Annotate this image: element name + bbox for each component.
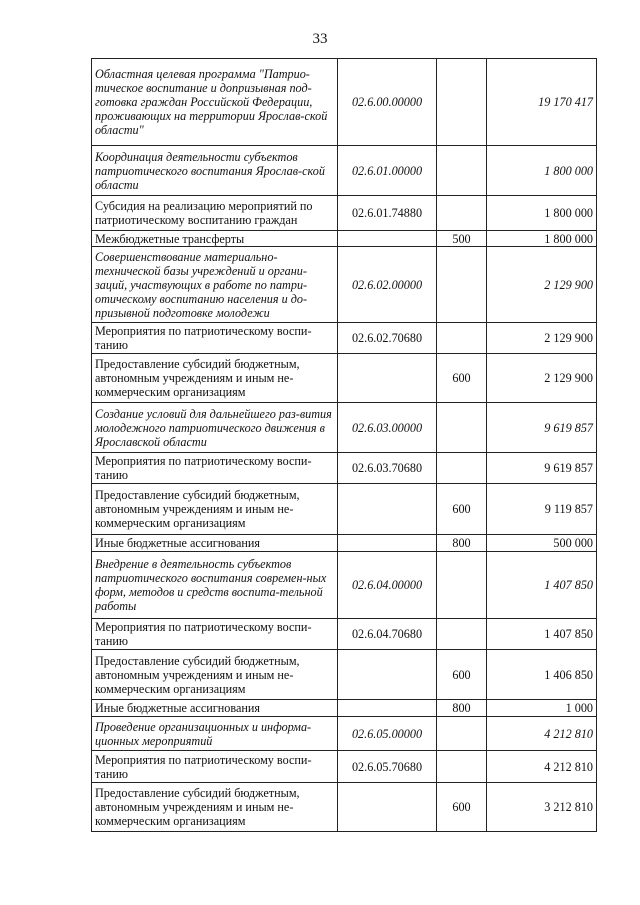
row-sum: 3 212 810 (487, 783, 597, 832)
row-name: Мероприятия по патриотическому воспи-танию (92, 751, 338, 783)
row-name: Внедрение в деятельность субъектов патриотического воспитания современ-ных форм, методов и средств воспита-тельной работы (92, 552, 338, 619)
table-row (92, 59, 597, 146)
row-sum: 1 800 000 (487, 146, 597, 196)
row-sum: 2 129 900 (487, 323, 597, 354)
row-code: 02.6.04.70680 (338, 619, 437, 650)
row-name: Мероприятия по патриотическому воспи-танию (92, 619, 338, 650)
row-name: Предоставление субсидий бюджетным, автономным учреждениям и иным не-коммерческим организациям (92, 650, 338, 700)
row-name: Иные бюджетные ассигнования (92, 535, 338, 552)
row-name: Мероприятия по патриотическому воспи-танию (92, 323, 338, 354)
row-code: 02.6.01.74880 (338, 196, 437, 231)
table-row (92, 453, 597, 484)
row-name: Предоставление субсидий бюджетным, автономным учреждениям и иным не-коммерческим организациям (92, 783, 338, 832)
page-number: 33 (312, 31, 328, 47)
row-sum: 9 619 857 (487, 403, 597, 453)
table-row (92, 196, 597, 231)
row-expense-type: 600 (437, 650, 487, 700)
row-expense-type (437, 403, 487, 453)
row-sum: 1 000 (487, 700, 597, 717)
row-code (338, 650, 437, 700)
row-code: 02.6.01.00000 (338, 146, 437, 196)
row-name: Предоставление субсидий бюджетным, автономным учреждениям и иным не-коммерческим организациям (92, 354, 338, 403)
row-code (338, 231, 437, 247)
row-expense-type (437, 146, 487, 196)
row-sum: 19 170 417 (487, 59, 597, 146)
row-code: 02.6.02.00000 (338, 247, 437, 323)
row-expense-type (437, 247, 487, 323)
row-expense-type (437, 196, 487, 231)
row-name: Предоставление субсидий бюджетным, автономным учреждениям и иным не-коммерческим организациям (92, 484, 338, 535)
table-row (92, 700, 597, 717)
row-name: Субсидия на реализацию мероприятий по патриотическому воспитанию граждан (92, 196, 338, 231)
row-expense-type: 600 (437, 354, 487, 403)
row-expense-type (437, 323, 487, 354)
table-row (92, 619, 597, 650)
row-code (338, 484, 437, 535)
table-row (92, 323, 597, 354)
table-row (92, 535, 597, 552)
table-row (92, 650, 597, 700)
row-code: 02.6.03.70680 (338, 453, 437, 484)
row-code: 02.6.05.70680 (338, 751, 437, 783)
row-sum: 9 619 857 (487, 453, 597, 484)
row-name: Областная целевая программа "Патрио-тическое воспитание и допризывная под-готовка граждан Российской Федерации, проживающих на территории Ярослав-ской области" (92, 59, 338, 146)
row-code: 02.6.02.70680 (338, 323, 437, 354)
row-sum: 500 000 (487, 535, 597, 552)
table-row (92, 717, 597, 751)
row-code (338, 535, 437, 552)
budget-table (91, 58, 597, 832)
row-sum: 2 129 900 (487, 247, 597, 323)
row-sum: 1 406 850 (487, 650, 597, 700)
table-row (92, 231, 597, 247)
row-expense-type: 800 (437, 535, 487, 552)
budget-table-body (92, 59, 597, 832)
row-expense-type: 800 (437, 700, 487, 717)
row-sum: 1 407 850 (487, 619, 597, 650)
row-code (338, 354, 437, 403)
table-row (92, 354, 597, 403)
row-code: 02.6.03.00000 (338, 403, 437, 453)
row-expense-type (437, 552, 487, 619)
row-sum: 1 800 000 (487, 231, 597, 247)
row-name: Мероприятия по патриотическому воспи-танию (92, 453, 338, 484)
row-name: Иные бюджетные ассигнования (92, 700, 338, 717)
row-expense-type (437, 59, 487, 146)
table-row (92, 247, 597, 323)
row-name: Совершенствование материально-технической базы учреждений и органи-заций, участвующих в работе по патри-отическому воспитанию населения и до-призывной подготовке молодежи (92, 247, 338, 323)
row-code: 02.6.04.00000 (338, 552, 437, 619)
table-row (92, 146, 597, 196)
row-expense-type (437, 453, 487, 484)
row-code (338, 700, 437, 717)
row-name: Межбюджетные трансферты (92, 231, 338, 247)
table-row (92, 552, 597, 619)
row-sum: 1 407 850 (487, 552, 597, 619)
row-name: Создание условий для дальнейшего раз-вития молодежного патриотического движения в Ярославской области (92, 403, 338, 453)
row-sum: 4 212 810 (487, 751, 597, 783)
row-name: Проведение организационных и информа-ционных мероприятий (92, 717, 338, 751)
table-row (92, 783, 597, 832)
row-sum: 1 800 000 (487, 196, 597, 231)
row-sum: 4 212 810 (487, 717, 597, 751)
row-code (338, 783, 437, 832)
row-sum: 2 129 900 (487, 354, 597, 403)
table-row (92, 403, 597, 453)
row-expense-type: 600 (437, 484, 487, 535)
table-row (92, 751, 597, 783)
row-expense-type (437, 619, 487, 650)
row-code: 02.6.00.00000 (338, 59, 437, 146)
row-name: Координация деятельности субъектов патриотического воспитания Ярослав-ской области (92, 146, 338, 196)
table-row (92, 484, 597, 535)
row-expense-type (437, 717, 487, 751)
row-expense-type (437, 751, 487, 783)
row-expense-type: 600 (437, 783, 487, 832)
row-sum: 9 119 857 (487, 484, 597, 535)
row-code: 02.6.05.00000 (338, 717, 437, 751)
row-expense-type: 500 (437, 231, 487, 247)
